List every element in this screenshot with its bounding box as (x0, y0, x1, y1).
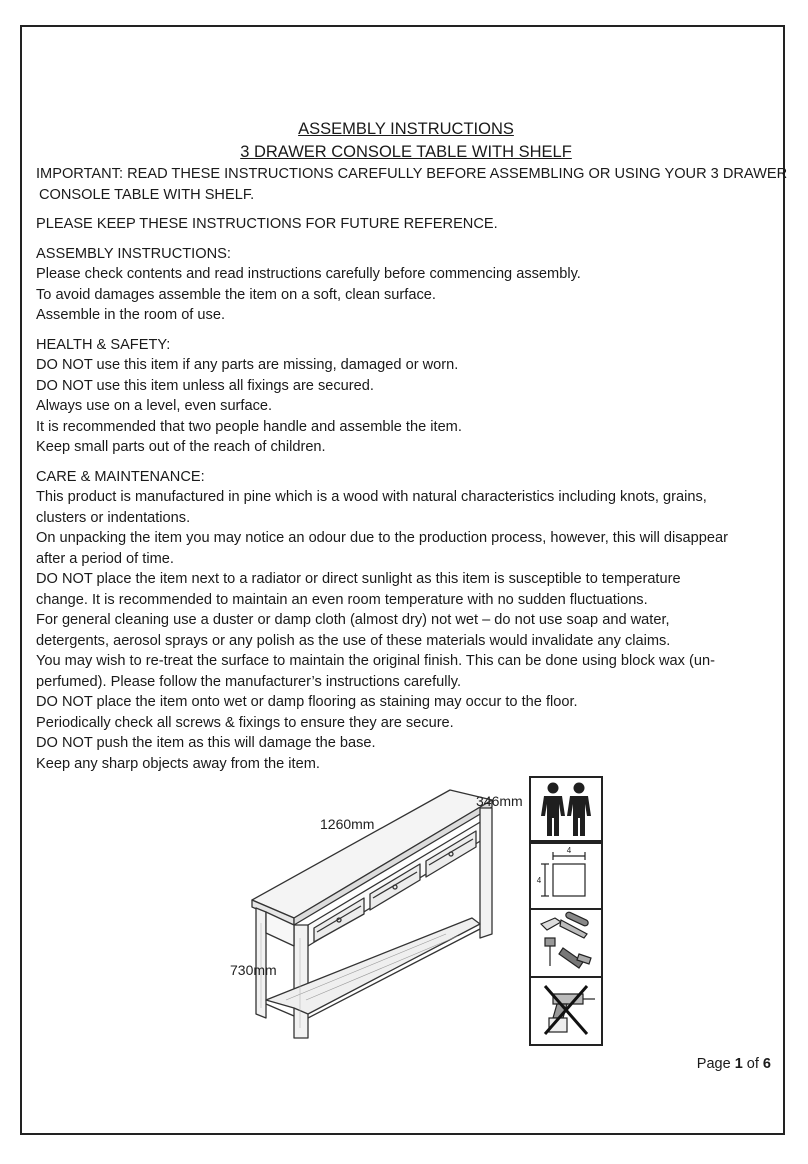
care-line: On unpacking the item you may notice an odour due to the production process, however, this will disappear (36, 530, 728, 546)
care-line: clusters or indentations. (36, 509, 191, 526)
health-line: Keep small parts out of the reach of children. (36, 439, 326, 455)
page-total: 6 (762, 1056, 771, 1072)
page-prefix: Page (696, 1056, 731, 1072)
assembly-icon-panel (529, 776, 605, 1046)
health-line: Always use on a level, even surface. (36, 398, 273, 414)
assembly-line: To avoid damages assemble the item on a soft, clean surface. (36, 286, 436, 303)
title-line-2: 3 DRAWER CONSOLE TABLE WITH SHELF (240, 143, 572, 161)
width-dimension-label: 1260mm (320, 816, 375, 832)
important-notice-line-1: IMPORTANT: READ THESE INSTRUCTIONS CAREFULLY BEFORE ASSEMBLING OR USING YOUR 3 DRAWER (36, 166, 788, 182)
care-line: This product is manufactured in pine which is a wood with natural characteristics including knots, grains, (36, 489, 707, 505)
care-line: DO NOT place the item next to a radiator or direct sunlight as this item is susceptible to temperature (36, 571, 681, 587)
small-parts-size-icon (529, 842, 603, 910)
crossed-drill-figure (531, 978, 601, 1044)
two-person-icon (529, 776, 603, 842)
depth-dimension-label: 346mm (476, 793, 523, 809)
care-line: after a period of time. (36, 550, 174, 567)
care-line: detergents, aerosol sprays or any polish as the use of these materials would invalidate any claims. (36, 632, 671, 649)
assembly-heading: ASSEMBLY INSTRUCTIONS: (36, 245, 231, 262)
size-width-mark: 4 (566, 846, 572, 855)
two-person-figure (531, 778, 601, 840)
care-line: Periodically check all screws & fixings to ensure they are secure. (36, 714, 454, 731)
care-line: For general cleaning use a duster or damp cloth (almost dry) not wet – do not use soap and water, (36, 612, 670, 628)
page-current: 1 (734, 1056, 743, 1072)
size-height-mark: 4 (536, 876, 542, 885)
care-line: DO NOT place the item onto wet or damp flooring as staining may occur to the floor. (36, 694, 578, 710)
care-line: Keep any sharp objects away from the item. (36, 755, 320, 772)
page-number (697, 1056, 771, 1072)
size-square-figure (531, 844, 601, 908)
height-dimension-label: 730mm (230, 962, 277, 978)
care-line: You may wish to re-treat the surface to maintain the original finish. This can be done using block wax (un- (36, 653, 715, 669)
hand-tools-icon (529, 908, 603, 978)
instructions-body (36, 118, 788, 774)
assembly-line: Assemble in the room of use. (36, 307, 225, 323)
health-heading: HEALTH & SAFETY: (36, 336, 171, 353)
health-line: DO NOT use this item if any parts are missing, damaged or worn. (36, 357, 459, 373)
title-line-1: ASSEMBLY INSTRUCTIONS (298, 120, 514, 138)
page-of: of (746, 1056, 759, 1072)
assembly-line: Please check contents and read instructions carefully before commencing assembly. (36, 266, 581, 282)
health-line: It is recommended that two people handle and assemble the item. (36, 418, 462, 435)
no-power-drill-icon (529, 976, 603, 1046)
console-table-illustration (196, 778, 536, 1060)
keep-notice: PLEASE KEEP THESE INSTRUCTIONS FOR FUTURE REFERENCE. (36, 216, 498, 232)
important-notice-line-2: CONSOLE TABLE WITH SHELF. (39, 186, 255, 203)
tools-figure (531, 910, 601, 976)
care-heading: CARE & MAINTENANCE: (36, 468, 205, 485)
document-title (36, 118, 776, 164)
care-line: DO NOT push the item as this will damage the base. (36, 735, 376, 751)
care-line: perfumed). Please follow the manufacturer’s instructions carefully. (36, 673, 462, 690)
care-line: change. It is recommended to maintain an even room temperature with no sudden fluctuations. (36, 591, 648, 608)
health-line: DO NOT use this item unless all fixings are secured. (36, 377, 374, 394)
